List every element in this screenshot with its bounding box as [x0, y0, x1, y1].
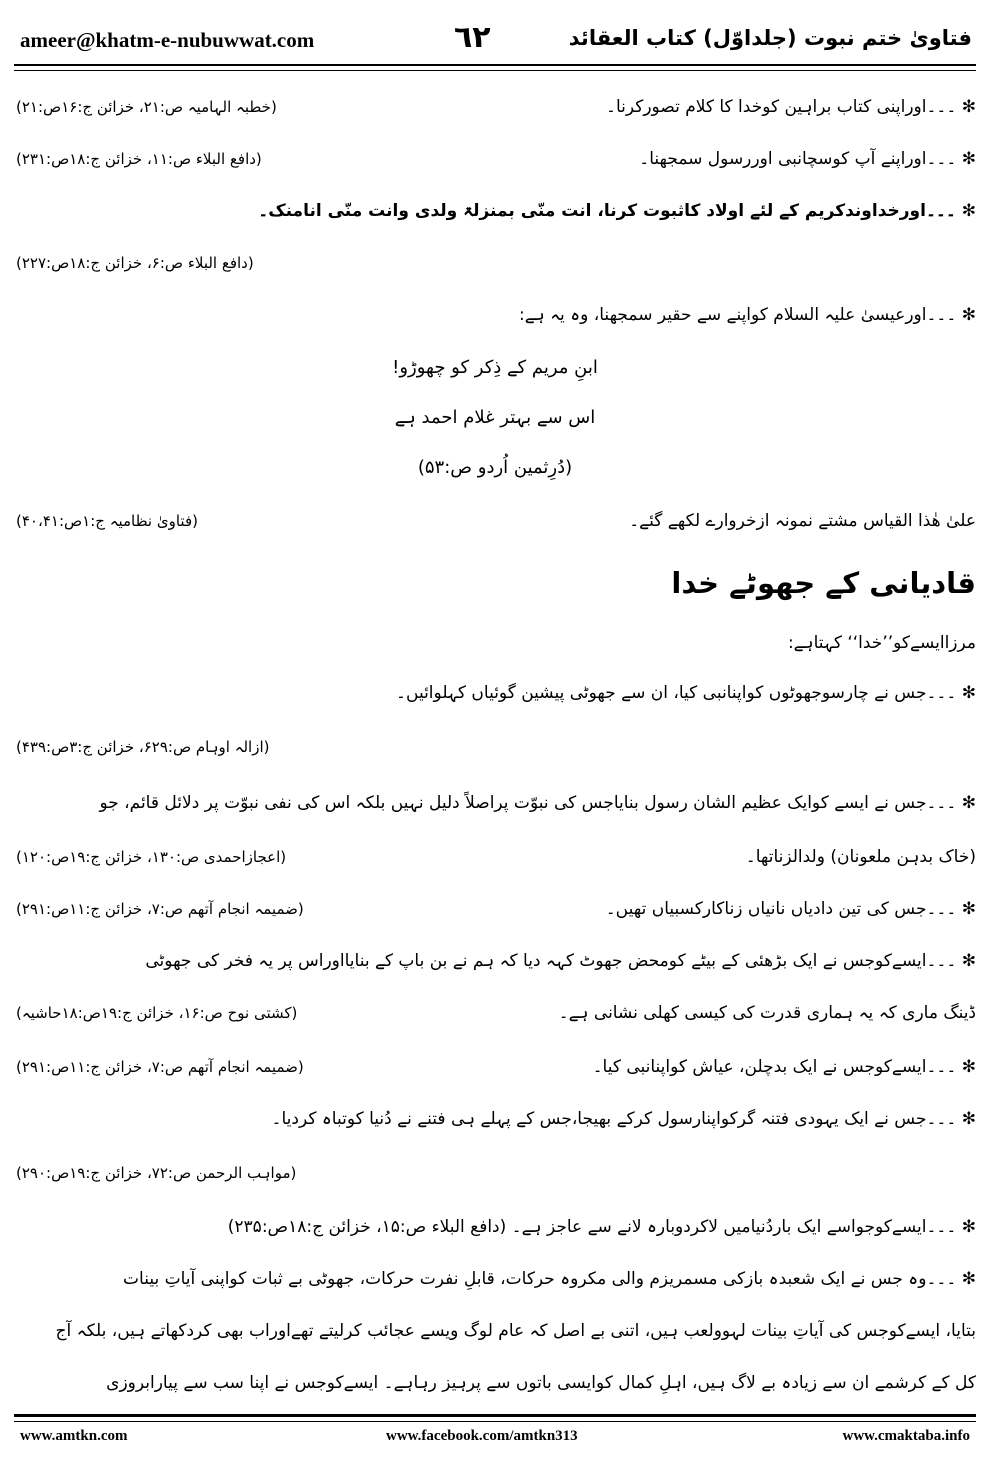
page-footer — [14, 1426, 976, 1450]
header-divider — [14, 64, 976, 66]
page-number: ٦٢ — [454, 20, 491, 55]
header-divider-thin — [14, 70, 976, 71]
footer-link-facebook[interactable]: www.facebook.com/amtkn313 — [386, 1428, 578, 1444]
page-header — [14, 18, 976, 68]
poem-line-1: ابنِ مریم کے ذِکر کو چھوڑو! — [392, 357, 598, 378]
section-heading: قادیانی کے جھوٹے خدا — [671, 566, 976, 600]
poem-line-2: اس سے بہتر غلام احمد ہے — [394, 407, 596, 428]
book-title: فتاویٰ ختم نبوت (جلداوّل) کتاب العقائد — [568, 26, 972, 50]
poem-source: (دُرِثمین اُردو ص:۵۳) — [417, 457, 573, 478]
header-email[interactable]: ameer@khatm-e-nubuwwat.com — [20, 28, 315, 52]
footer-link-amtkn[interactable]: www.amtkn.com — [20, 1428, 128, 1444]
footer-link-cmaktaba[interactable]: www.cmaktaba.info — [842, 1428, 970, 1444]
footer-divider — [14, 1414, 976, 1417]
footer-divider-thin — [14, 1421, 976, 1422]
